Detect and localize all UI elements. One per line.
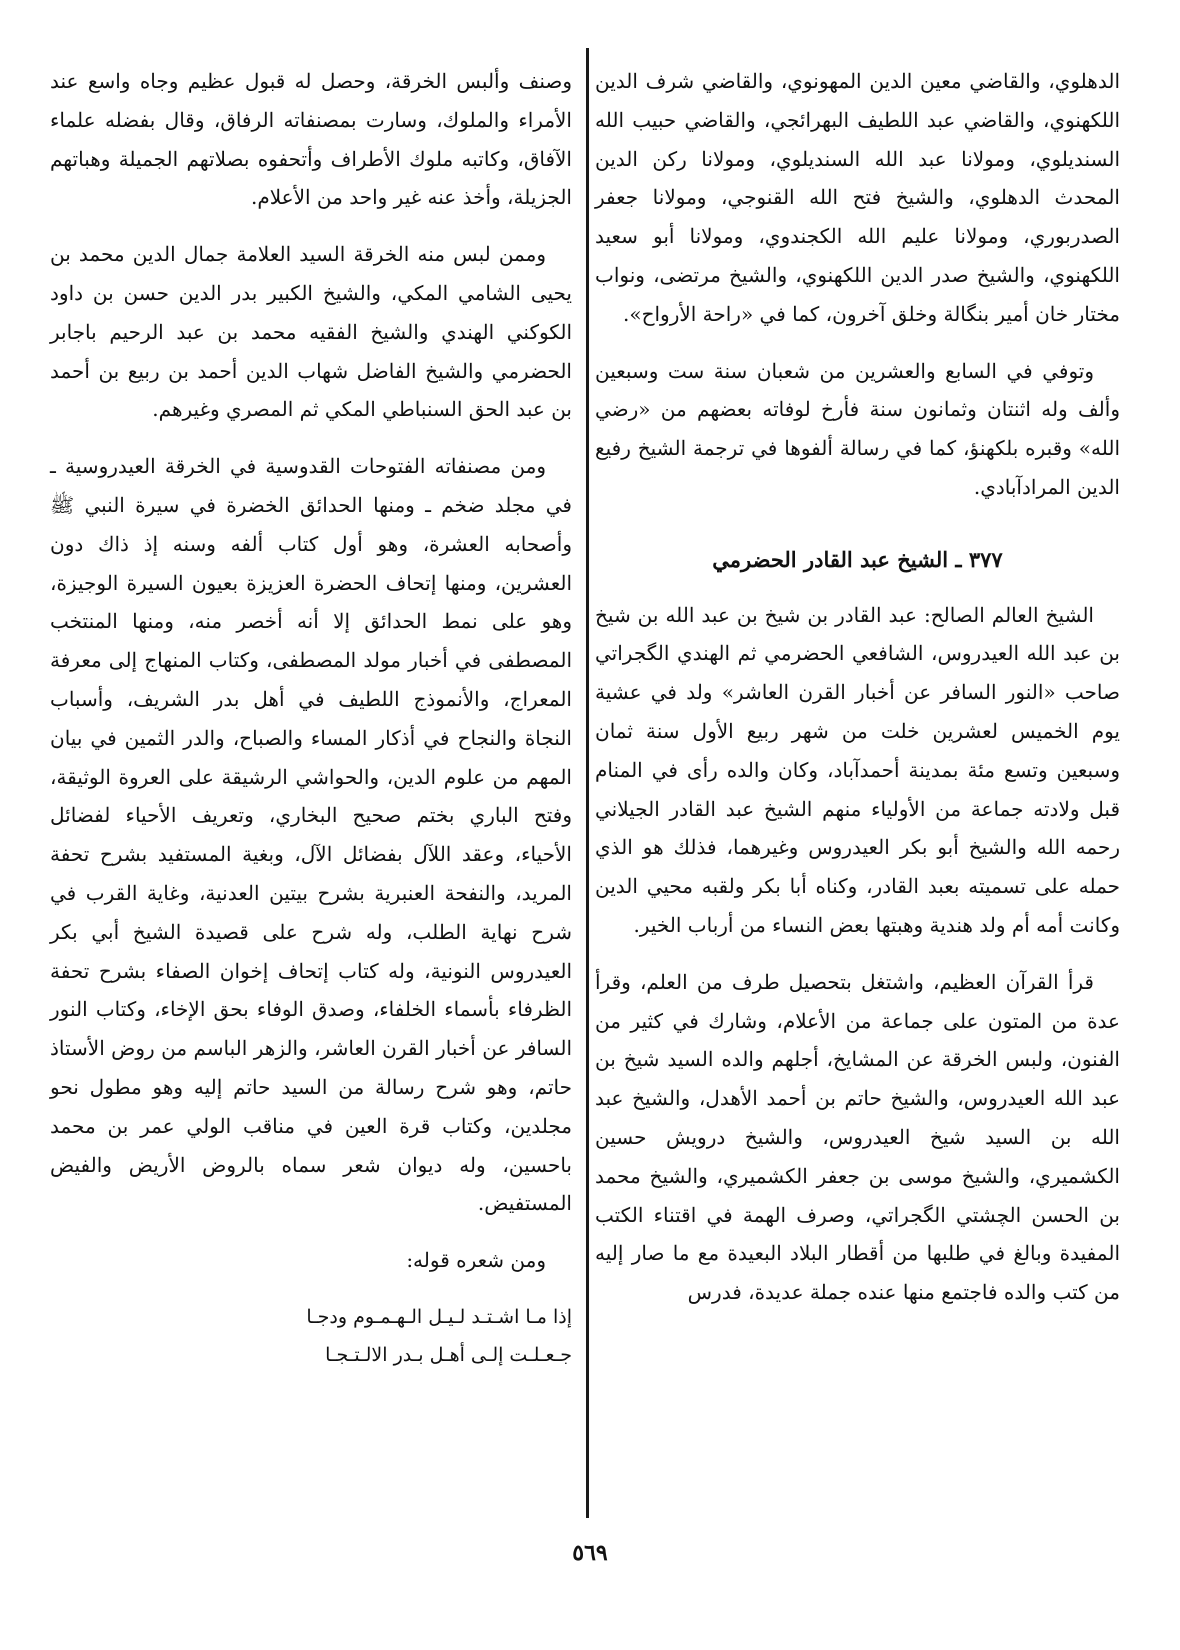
left-para-3: ومن مصنفاته الفتوحات القدوسية في الخرقة العيدروسية ـ في مجلد ضخم ـ ومنها الحدائق الخضرة في سيرة النبي ﷺ وأصحابه العشرة، وهو أول كتاب ألفه وسنه إذ ذاك دون العشرين، ومنها إتحاف الحضرة العزيزة بعيون السيرة الوجيزة، وهو على نمط الحدائق إلا أنه أخصر منه، ومنها المنتخب المصطفى في أخبار مولد المصطفى، وكتاب المنهاج إلى معرفة المعراج، والأنموذج اللطيف في أهل بدر الشريف، وأسباب النجاة والنجاح في أذكار المساء والصباح، والدر الثمين في بيان المهم من علوم الدين، والحواشي الرشيقة على العروة الوثيقة، وفتح الباري بختم صحيح البخاري، وتعريف الأحياء لفضائل الأحياء، وعقد اللآل بفضائل الآل، وبغية المستفيد بشرح تحفة المريد، والنفحة العنبرية بشرح بيتين العدنية، وغاية القرب في شرح نهاية الطلب، وله شرح على قصيدة الشيخ أبي بكر العيدروس النونية، وله كتاب إتحاف إخوان الصفاء بشرح تحفة الظرفاء بأسماء الخلفاء، وصدق الوفاء بحق الإخاء، وكتاب النور السافر عن أخبار القرن العاشر، والزهر الباسم من روض الأستاذ حاتم، وهو شرح رسالة من السيد حاتم إليه وهو مطول نحو مجلدين، وكتاب قرة العين في مناقب الولي عمر بن محمد باحسين، وله ديوان شعر سماه بالروض الأريض والفيض المستفيض. — [50, 454, 572, 1216]
column-divider — [586, 48, 589, 1518]
right-para-1: الدهلوي، والقاضي معين الدين المهونوي، والقاضي شرف الدين اللكهنوي، والقاضي عبد اللطيف البهرائجي، والقاضي حبيب الله السنديلوي، ومولانا عبد الله السنديلوي، ومولانا ركن الدين المحدث الدهلوي، والشيخ فتح الله القنوجي، ومولانا جعفر الصدربوري، ومولانا عليم الله الكجندوي، ومولانا أبو سعيد اللكهنوي، والشيخ صدر الدين اللكهنوي، والشيخ مرتضى، ونواب مختار خان أمير بنگالة وخلق آخرون، كما في «راحة الأرواح». — [595, 69, 1120, 326]
left-para-1: وصنف وألبس الخرقة، وحصل له قبول عظيم وجاه واسع عند الأمراء والملوك، وسارت بمصنفاته الرفاق، وقال بفضله علماء الآفاق، وكاتبه ملوك الأطراف وأتحفوه بصلاتهم الجميلة وهباتهم الجزيلة، وأخذ عنه غير واحد من الأعلام. — [50, 69, 572, 210]
poem-line-1: إذا مـا اشـتـد لـيـل الـهـمـوم ودجـا — [306, 1305, 572, 1328]
section-heading: ٣٧٧ ـ الشيخ عبد القادر الحضرمي — [712, 546, 1003, 572]
right-column — [595, 62, 1120, 1330]
left-para-4: ومن شعره قوله: — [406, 1248, 546, 1273]
page-number: ٥٦٩ — [572, 1540, 608, 1566]
poem-line-2: جـعـلـت إلـى أهـل بـدر الالـتـجـا — [325, 1343, 572, 1366]
poem — [50, 1298, 572, 1374]
right-para-4: قرأ القرآن العظيم، واشتغل بتحصيل طرف من العلم، وقرأ عدة من المتون على جماعة من الأعلام، وشارك في كثير من الفنون، ولبس الخرقة عن المشايخ، أجلهم والده السيد شيخ بن عبد الله العيدروس، والشيخ حاتم بن أحمد الأهدل، والشيخ عبد الله بن السيد شيخ العيدروس، والشيخ درويش حسين الكشميري، والشيخ موسى بن جعفر الكشميري، والشيخ محمد بن الحسن الچشتي الگجراتي، وصرف الهمة في اقتناء الكتب المفيدة وبالغ في طلبها من أقطار البلاد البعيدة مع ما صار إليه من كتب والده فاجتمع منها عنده جملة عديدة، فدرس — [595, 969, 1120, 1305]
left-column — [50, 62, 572, 1374]
left-para-2: وممن لبس منه الخرقة السيد العلامة جمال الدين محمد بن يحيى الشامي المكي، والشيخ الكبير بدر الدين حسن بن داود الكوكني الهندي والشيخ الفقيه محمد بن عبد الرحيم باجابر الحضرمي والشيخ الفاضل شهاب الدين أحمد بن ربيع بن أحمد بن عبد الحق السنباطي المكي ثم المصري وغيرهم. — [50, 242, 572, 422]
right-para-2: وتوفي في السابع والعشرين من شعبان سنة ست وسبعين وألف وله اثنتان وثمانون سنة فأرخ لوفاته بعضهم من «رضي الله» وقبره بلكهنؤ، كما في رسالة ألفوها في ترجمة الشيخ رفيع الدين المرادآبادي. — [595, 358, 1120, 499]
right-para-3: الشيخ العالم الصالح: عبد القادر بن شيخ بن عبد الله بن شيخ بن عبد الله العيدروس، الشافعي الحضرمي ثم الهندي الگجراتي صاحب «النور السافر عن أخبار القرن العاشر» ولد في عشية يوم الخميس لعشرين خلت من شهر ربيع الأول سنة ثمان وسبعين وتسع مئة بمدينة أحمدآباد، وكان والده رأى في المنام قبل ولادته جماعة من الأولياء منهم الشيخ عبد القادر الجيلاني رحمه الله والشيخ أبو بكر العيدروس وغيرهما، فذلك هو الذي حمله على تسميته بعبد القادر، وكناه أبا بكر ولقبه محيي الدين وكانت أمه أم ولد هندية وهبتها بعض النساء من أرباب الخير. — [595, 602, 1121, 937]
